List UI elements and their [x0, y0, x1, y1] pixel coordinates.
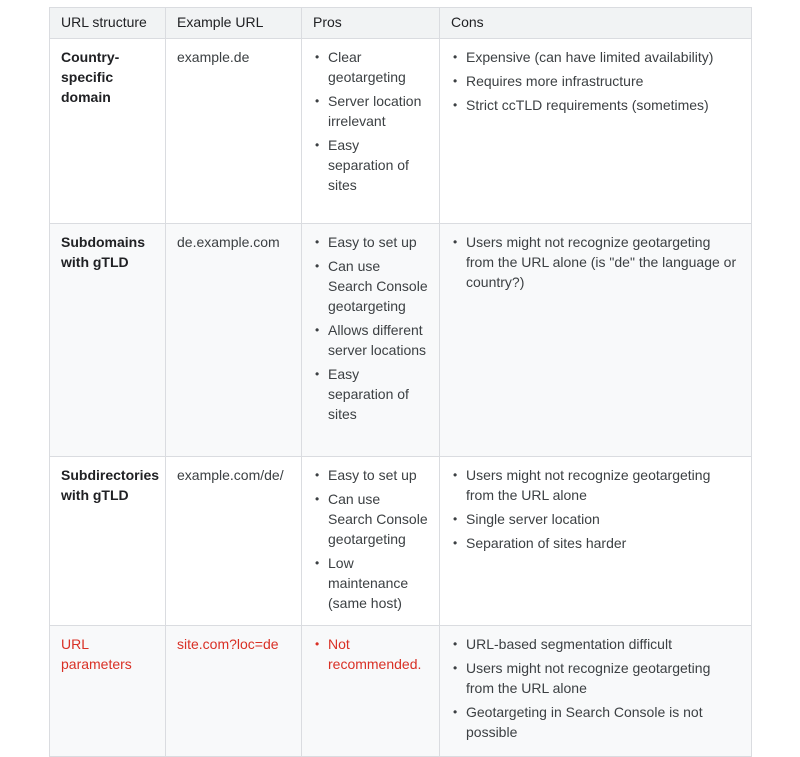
table-row: [50, 626, 752, 757]
pros-text: Can use Search Console geotargeting: [328, 491, 428, 547]
list-item: • Not recommended.: [315, 636, 422, 672]
cell-pros: [302, 457, 440, 626]
header-url-structure: URL structure: [50, 8, 166, 39]
cons-text: Users might not recognize geotargeting from the URL alone (is "de" the language or country?): [466, 234, 737, 290]
list-item: • Expensive (can have limited availability): [453, 49, 714, 65]
cons-text: Separation of sites harder: [466, 535, 627, 551]
list-item: • Clear geotargeting: [315, 49, 406, 85]
pros-text: Low maintenance (same host): [328, 555, 409, 611]
list-item: • URL-based segmentation difficult: [453, 636, 672, 652]
list-item: • Easy to set up: [315, 467, 417, 483]
comparison-table-container: [49, 7, 751, 757]
cell-pros: [302, 626, 440, 757]
cons-text: Strict ccTLD requirements (sometimes): [466, 97, 709, 113]
cons-text: Single server location: [466, 511, 600, 527]
cell-url-structure: Country-specific domain: [50, 39, 166, 224]
table-row: [50, 457, 752, 626]
list-item: • Easy separation of sites: [315, 366, 409, 422]
list-item: • Easy to set up: [315, 234, 417, 250]
url-structure-comparison-table: [49, 7, 752, 757]
cell-example-url: example.com/de/: [166, 457, 302, 626]
pros-text: Not recommended.: [328, 636, 422, 672]
pros-text: Easy separation of sites: [328, 366, 409, 422]
cons-list: [451, 232, 740, 292]
cell-example-url: example.de: [166, 39, 302, 224]
pros-text: Allows different server locations: [328, 322, 427, 358]
cell-cons: [440, 626, 752, 757]
pros-text: Server location irrelevant: [328, 93, 422, 129]
cell-url-structure: Subdomains with gTLD: [50, 224, 166, 457]
list-item: • Users might not recognize geotargeting from the URL alone (is "de" the language or country?): [453, 234, 737, 290]
cell-pros: [302, 39, 440, 224]
cell-url-structure: Subdirectories with gTLD: [50, 457, 166, 626]
list-item: • Strict ccTLD requirements (sometimes): [453, 97, 709, 113]
cons-text: Users might not recognize geotargeting from the URL alone: [466, 660, 711, 696]
list-item: • Users might not recognize geotargeting from the URL alone: [453, 467, 711, 503]
list-item: • Can use Search Console geotargeting: [315, 258, 428, 314]
pros-list: [313, 232, 428, 424]
list-item: • Can use Search Console geotargeting: [315, 491, 428, 547]
cons-text: Expensive (can have limited availability): [466, 49, 714, 65]
list-item: • Easy separation of sites: [315, 137, 409, 193]
cons-text: Users might not recognize geotargeting from the URL alone: [466, 467, 711, 503]
cell-cons: [440, 39, 752, 224]
list-item: • Users might not recognize geotargeting from the URL alone: [453, 660, 711, 696]
cons-text: URL-based segmentation difficult: [466, 636, 672, 652]
list-item: • Separation of sites harder: [453, 535, 627, 551]
table-row: [50, 224, 752, 457]
pros-text: Easy separation of sites: [328, 137, 409, 193]
cell-url-structure: URL parameters: [50, 626, 166, 757]
list-item: • Geotargeting in Search Console is not possible: [453, 704, 703, 740]
cons-list: [451, 634, 740, 742]
cons-list: [451, 47, 740, 115]
table-row: [50, 39, 752, 224]
pros-text: Clear geotargeting: [328, 49, 406, 85]
pros-text: Easy to set up: [328, 467, 417, 483]
cell-cons: [440, 457, 752, 626]
cons-text: Geotargeting in Search Console is not possible: [466, 704, 703, 740]
pros-list: [313, 465, 428, 613]
pros-list: [313, 634, 428, 674]
cell-example-url: site.com?loc=de: [166, 626, 302, 757]
table-header-row: [50, 8, 752, 39]
header-pros: Pros: [302, 8, 440, 39]
cell-example-url: de.example.com: [166, 224, 302, 457]
header-example-url: Example URL: [166, 8, 302, 39]
pros-list: [313, 47, 428, 195]
list-item: • Allows different server locations: [315, 322, 427, 358]
cell-pros: [302, 224, 440, 457]
header-cons: Cons: [440, 8, 752, 39]
cons-text: Requires more infrastructure: [466, 73, 644, 89]
list-item: • Single server location: [453, 511, 600, 527]
pros-text: Can use Search Console geotargeting: [328, 258, 428, 314]
list-item: • Requires more infrastructure: [453, 73, 644, 89]
list-item: • Server location irrelevant: [315, 93, 422, 129]
cons-list: [451, 465, 740, 553]
cell-cons: [440, 224, 752, 457]
pros-text: Easy to set up: [328, 234, 417, 250]
list-item: • Low maintenance (same host): [315, 555, 409, 611]
